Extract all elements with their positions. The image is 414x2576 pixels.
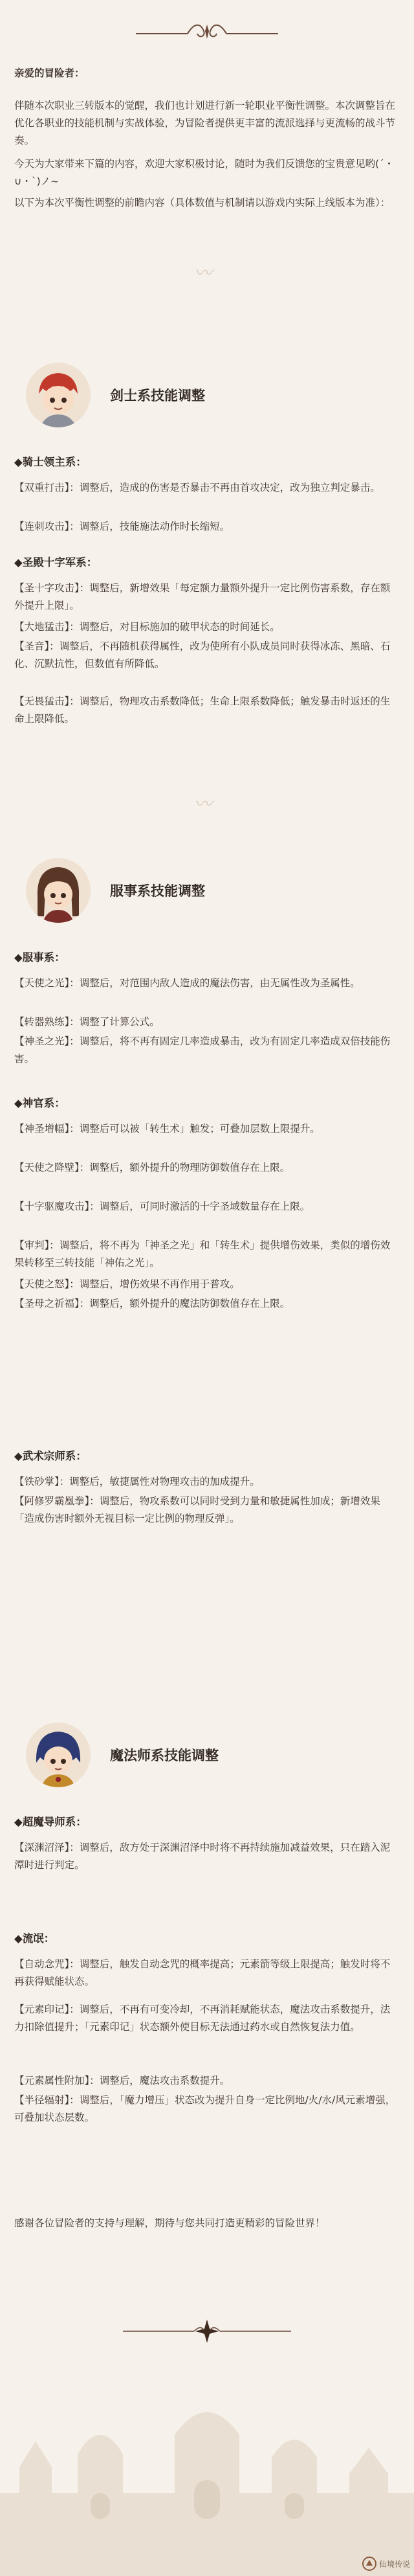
skill-name: 【无畏猛击】： — [14, 695, 80, 707]
logo-text: 仙境传说 — [378, 2559, 410, 2569]
skill-name: 【十字驱魔攻击】： — [14, 1201, 100, 1212]
skill-desc: 调整后，不再随机获得属性，改为使所有小队成员同时获得冰冻、黑暗、石化、沉默抗性，但数值有所降低。 — [14, 640, 391, 670]
skill-desc: 调整后，新增效果「每定额力量额外提升一定比例伤害系数，存在额外提升上限」。 — [14, 582, 391, 611]
skill-name: 【审判】： — [14, 1239, 60, 1251]
top-ornament — [0, 19, 414, 45]
flourish-icon — [136, 19, 278, 45]
group-title-monk: ◆武术宗师系： — [14, 1450, 87, 1462]
group-title-rogue: ◆流氓： — [14, 1932, 55, 1945]
skill-desc: 调整后，将不再有固定几率造成暴击，改为有固定几率造成双倍技能伤害。 — [14, 1035, 391, 1065]
skill-item — [14, 2001, 400, 2036]
skill-item — [14, 1120, 400, 1138]
skill-desc: 调整后，敏捷属性对物理攻击的加成提升。 — [69, 1476, 260, 1487]
game-logo — [362, 2557, 410, 2571]
skill-desc: 调整了计算公式。 — [79, 1016, 160, 1028]
skill-name: 【神圣之光】： — [14, 1035, 80, 1047]
skill-item — [14, 1013, 400, 1031]
skill-name: 【神圣增幅】： — [14, 1123, 80, 1135]
skill-desc: 调整后，敌方处于深渊沼泽中时将不再持续施加减益效果，只在踏入泥潭时进行判定。 — [14, 1842, 391, 1871]
skill-desc: 调整后，可同时激活的十字圣域数量存在上限。 — [99, 1201, 310, 1212]
skill-name: 【圣音】： — [14, 640, 60, 652]
skill-name: 【半径辐射】： — [14, 2094, 80, 2106]
skill-item — [14, 1956, 400, 1991]
section-title: 魔法师系技能调整 — [110, 1748, 219, 1763]
skill-name: 【大地猛击】： — [14, 621, 80, 633]
intro-paragraph-2 — [14, 155, 400, 190]
skill-name: 【圣十字攻击】： — [14, 582, 90, 594]
skill-desc: 调整后，「魔力增压」状态改为提升自身一定比例地/火/水/风元素增强，可叠加状态层数。 — [14, 2094, 396, 2123]
skill-desc: 调整后，对目标施加的破甲状态的时间延长。 — [79, 621, 280, 633]
watermark-mark: 〰 — [194, 262, 213, 284]
skill-item — [14, 1473, 400, 1491]
skill-name: 【转器熟练】： — [14, 1016, 80, 1028]
skill-desc: 调整后，不再有可变冷却，不再消耗赋能状态，魔法攻击系数提升，法力扣除值提升；「元素印记」状态额外使目标无法通过药水或自然恢复法力值。 — [14, 2004, 391, 2033]
skill-item — [14, 1276, 400, 1293]
group-title-priest: ◆神官系： — [14, 1097, 65, 1109]
skill-desc: 调整后，造成的伤害是否暴击不再由首攻决定，改为独立判定暴击。 — [79, 482, 380, 493]
group-title-acolyte: ◆服事系： — [14, 951, 65, 964]
skill-item — [14, 1493, 400, 1528]
swordsman-avatar — [26, 363, 91, 427]
skill-name: 【阿修罗霸凰拳】： — [14, 1495, 100, 1507]
intro-text-3: 以下为本次平衡性调整的前瞻内容（具体数值与机制请以游戏内实际上线版本为准）： — [14, 197, 391, 209]
skill-name: 【铁砂掌】： — [14, 1476, 70, 1487]
skill-desc: 调整后，额外提升的魔法防御数值存在上限。 — [89, 1298, 290, 1309]
star-divider-icon — [110, 2318, 304, 2344]
skill-item — [14, 1295, 400, 1313]
skill-item — [14, 1839, 400, 1874]
skill-desc: 调整后，对范围内敌人造成的魔法伤害，由无属性改为圣属性。 — [79, 977, 360, 989]
skill-item — [14, 693, 400, 728]
skill-name: 【自动念咒】： — [14, 1958, 80, 1970]
skill-item — [14, 1159, 400, 1177]
skill-name: 【天使之降壁】： — [14, 1162, 90, 1173]
closing-paragraph — [14, 2215, 400, 2232]
skill-desc: 调整后，触发自动念咒的概率提高；元素箭等级上限提高；触发时将不再获得赋能状态。 — [14, 1958, 391, 1987]
section-head-acolyte — [26, 858, 205, 923]
skill-name: 【双重打击】： — [14, 482, 80, 493]
intro-paragraph-1 — [14, 97, 400, 150]
skill-name: 【深渊沼泽】： — [14, 1842, 80, 1853]
skill-item — [14, 1033, 400, 1068]
bottom-ornament — [0, 2318, 414, 2344]
intro-text-2: 今天为大家带来下篇的内容，欢迎大家积极讨论，随时为我们反馈您的宝贵意见哟(´・∪・`)ノ~ — [14, 158, 395, 187]
skill-name: 【天使之光】： — [14, 977, 80, 989]
skill-name: 【连刺攻击】： — [14, 521, 80, 532]
skill-desc: 调整后，额外提升的物理防御数值存在上限。 — [89, 1162, 290, 1173]
section-head-swordsman — [26, 363, 205, 427]
skill-item — [14, 1198, 400, 1215]
skill-desc: 调整后可以被「转生术」触发；可叠加层数上限提升。 — [79, 1123, 320, 1135]
skill-name: 【元素印记】： — [14, 2004, 80, 2015]
group-title-crusader: ◆圣殿十字军系： — [14, 556, 98, 569]
logo-emblem-icon — [362, 2557, 376, 2571]
skill-item — [14, 2092, 400, 2127]
skill-item — [14, 638, 400, 673]
skill-item — [14, 518, 400, 536]
skill-desc: 调整后，技能施法动作时长缩短。 — [79, 521, 230, 532]
skill-name: 【天使之怒】： — [14, 1278, 80, 1290]
skill-item — [14, 479, 400, 497]
closing-text: 感谢各位冒险者的支持与理解，期待与您共同打造更精彩的冒险世界！ — [14, 2217, 325, 2229]
section-title: 剑士系技能调整 — [110, 388, 205, 403]
skill-item — [14, 2072, 400, 2090]
skill-item — [14, 1237, 400, 1272]
intro-paragraph-3 — [14, 194, 400, 212]
watermark-mark: 〰 — [194, 793, 213, 815]
castle-skyline-background — [0, 2396, 414, 2576]
greeting — [14, 65, 400, 82]
skill-desc: 调整后，增伤效果不再作用于普攻。 — [79, 1278, 240, 1290]
skill-name: 【元素属性附加】： — [14, 2075, 100, 2086]
group-title-knight: ◆骑士领主系： — [14, 456, 87, 468]
mage-avatar — [26, 1723, 91, 1787]
skill-item — [14, 618, 400, 636]
skill-desc: 调整后，物理攻击系数降低；生命上限系数降低；触发暴击时返还的生命上限降低。 — [14, 695, 391, 725]
acolyte-avatar — [26, 858, 91, 923]
skill-desc: 调整后，物攻系数可以同时受到力量和敏捷属性加成；新增效果「造成伤害时额外无视目标一定比例的物理反弹」。 — [14, 1495, 380, 1524]
skill-name: 【圣母之祈福】： — [14, 1298, 90, 1309]
section-head-mage — [26, 1723, 219, 1787]
intro-text-1: 伴随本次职业三转版本的觉醒，我们也计划进行新一轮职业平衡性调整。本次调整旨在优化各职业的技能机制与实战体验，为冒险者提供更丰富的流派选择与更流畅的战斗节奏。 — [14, 100, 396, 146]
greeting-text: 亲爱的冒险者： — [14, 67, 85, 79]
skill-item — [14, 975, 400, 992]
group-title-wizard: ◆超魔导师系： — [14, 1816, 87, 1828]
skill-desc: 调整后，将不再为「神圣之光」和「转生术」提供增伤效果，类似的增伤效果转移至三转技能「神佑之光」。 — [14, 1239, 391, 1269]
section-title: 服事系技能调整 — [110, 883, 205, 899]
skill-desc: 调整后，魔法攻击系数提升。 — [99, 2075, 230, 2086]
skill-item — [14, 580, 400, 615]
